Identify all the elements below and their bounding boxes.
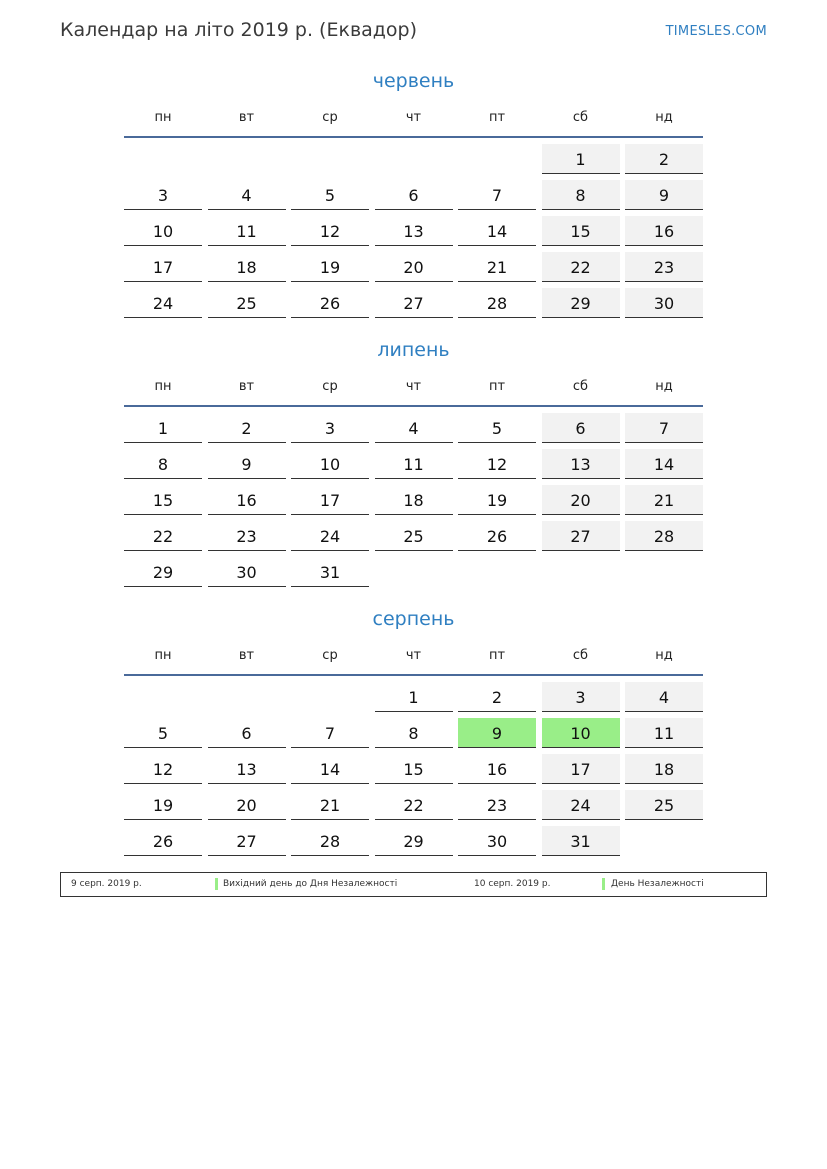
day-cell: 21: [625, 485, 703, 515]
day-cell: 15: [124, 485, 202, 515]
day-cell: 1: [124, 413, 202, 443]
page-title: Календар на літо 2019 р. (Еквадор): [60, 19, 418, 41]
day-cell: 13: [542, 449, 620, 479]
day-cell: 13: [375, 216, 453, 246]
day-cell: 21: [291, 790, 369, 820]
day-cell: 31: [291, 557, 369, 587]
weekday-label: сб: [572, 379, 589, 394]
day-cell: 11: [375, 449, 453, 479]
weekday-label: чт: [405, 379, 422, 394]
weekday-label: ср: [322, 379, 338, 394]
day-cell: 4: [625, 682, 703, 712]
day-cell: 7: [291, 718, 369, 748]
day-cell: 9: [208, 449, 286, 479]
weekday-label: пт: [488, 110, 506, 125]
day-cell: 18: [375, 485, 453, 515]
day-cell: 24: [291, 521, 369, 551]
day-cell: 27: [542, 521, 620, 551]
day-cell: 25: [375, 521, 453, 551]
day-cell: 19: [291, 252, 369, 282]
day-cell: 12: [458, 449, 536, 479]
day-cell: 19: [458, 485, 536, 515]
day-cell: 14: [625, 449, 703, 479]
day-cell: 21: [458, 252, 536, 282]
day-cell: 5: [124, 718, 202, 748]
day-cell: 8: [124, 449, 202, 479]
day-cell: 31: [542, 826, 620, 856]
day-cell: 16: [208, 485, 286, 515]
day-cell: 17: [291, 485, 369, 515]
day-cell: 3: [542, 682, 620, 712]
day-cell: 29: [542, 288, 620, 318]
weekday-label: вт: [238, 110, 255, 125]
weekday-label: нд: [655, 648, 673, 663]
day-cell: 8: [375, 718, 453, 748]
day-cell: 28: [458, 288, 536, 318]
day-cell: 1: [542, 144, 620, 174]
day-cell: 14: [458, 216, 536, 246]
day-cell: 5: [291, 180, 369, 210]
holiday-legend: [60, 872, 767, 897]
day-cell: 3: [291, 413, 369, 443]
day-cell: 20: [542, 485, 620, 515]
day-cell: 22: [124, 521, 202, 551]
day-cell: 26: [458, 521, 536, 551]
weekday-label: пт: [488, 648, 506, 663]
weekday-label: чт: [405, 110, 422, 125]
day-cell: 6: [208, 718, 286, 748]
day-cell: 11: [625, 718, 703, 748]
day-cell: 5: [458, 413, 536, 443]
legend-holiday-name: Вихідний день до Дня Незалежності: [223, 879, 398, 889]
weekday-header: [124, 379, 703, 407]
day-cell: 6: [542, 413, 620, 443]
day-cell: 2: [458, 682, 536, 712]
day-cell: 23: [458, 790, 536, 820]
day-cell: 10: [124, 216, 202, 246]
day-cell: 9: [625, 180, 703, 210]
day-cell: 30: [458, 826, 536, 856]
day-cell: 23: [625, 252, 703, 282]
day-cell: 27: [208, 826, 286, 856]
weekday-label: ср: [322, 648, 338, 663]
weekday-label: пт: [488, 379, 506, 394]
day-cell: 17: [124, 252, 202, 282]
weekday-label: сб: [572, 110, 589, 125]
day-cell: 7: [458, 180, 536, 210]
month-title: липень: [377, 339, 450, 361]
day-cell: 4: [208, 180, 286, 210]
weekday-label: пн: [154, 110, 172, 125]
day-cell: 11: [208, 216, 286, 246]
day-cell: 28: [291, 826, 369, 856]
day-cell: 17: [542, 754, 620, 784]
day-cell: 2: [625, 144, 703, 174]
day-cell: 20: [208, 790, 286, 820]
weekday-label: нд: [655, 110, 673, 125]
day-cell: 4: [375, 413, 453, 443]
day-cell: 14: [291, 754, 369, 784]
day-cell: 25: [208, 288, 286, 318]
holiday-color-swatch: [602, 878, 605, 890]
day-cell: 26: [291, 288, 369, 318]
weekday-label: пн: [154, 648, 172, 663]
day-cell: 16: [625, 216, 703, 246]
day-cell: 3: [124, 180, 202, 210]
day-cell: 13: [208, 754, 286, 784]
day-cell: 15: [375, 754, 453, 784]
day-cell: 29: [124, 557, 202, 587]
day-cell: 6: [375, 180, 453, 210]
legend-date: 10 серп. 2019 р.: [474, 879, 551, 889]
weekday-label: сб: [572, 648, 589, 663]
weekday-label: ср: [322, 110, 338, 125]
day-cell: 15: [542, 216, 620, 246]
day-cell: 30: [625, 288, 703, 318]
day-cell: 10: [291, 449, 369, 479]
day-cell: 7: [625, 413, 703, 443]
day-cell: 16: [458, 754, 536, 784]
weekday-label: пн: [154, 379, 172, 394]
day-cell: 2: [208, 413, 286, 443]
month-title: червень: [372, 70, 455, 92]
holiday-day-cell: 9: [458, 718, 536, 748]
day-cell: 22: [375, 790, 453, 820]
day-cell: 23: [208, 521, 286, 551]
day-cell: 24: [542, 790, 620, 820]
day-cell: 8: [542, 180, 620, 210]
day-cell: 30: [208, 557, 286, 587]
day-cell: 26: [124, 826, 202, 856]
day-cell: 12: [291, 216, 369, 246]
weekday-label: нд: [655, 379, 673, 394]
weekday-header: [124, 110, 703, 138]
holiday-day-cell: 10: [542, 718, 620, 748]
day-cell: 27: [375, 288, 453, 318]
day-cell: 12: [124, 754, 202, 784]
site-link[interactable]: TIMESLES.COM: [665, 24, 767, 39]
day-cell: 22: [542, 252, 620, 282]
holiday-color-swatch: [215, 878, 218, 890]
weekday-label: чт: [405, 648, 422, 663]
day-cell: 1: [375, 682, 453, 712]
day-cell: 25: [625, 790, 703, 820]
month-title: серпень: [372, 608, 455, 630]
day-cell: 29: [375, 826, 453, 856]
day-cell: 19: [124, 790, 202, 820]
day-cell: 24: [124, 288, 202, 318]
legend-date: 9 серп. 2019 р.: [71, 879, 142, 889]
weekday-label: вт: [238, 648, 255, 663]
weekday-label: вт: [238, 379, 255, 394]
day-cell: 18: [208, 252, 286, 282]
day-cell: 28: [625, 521, 703, 551]
legend-holiday-name: День Незалежності: [611, 879, 704, 889]
day-cell: 20: [375, 252, 453, 282]
day-cell: 18: [625, 754, 703, 784]
weekday-header: [124, 648, 703, 676]
